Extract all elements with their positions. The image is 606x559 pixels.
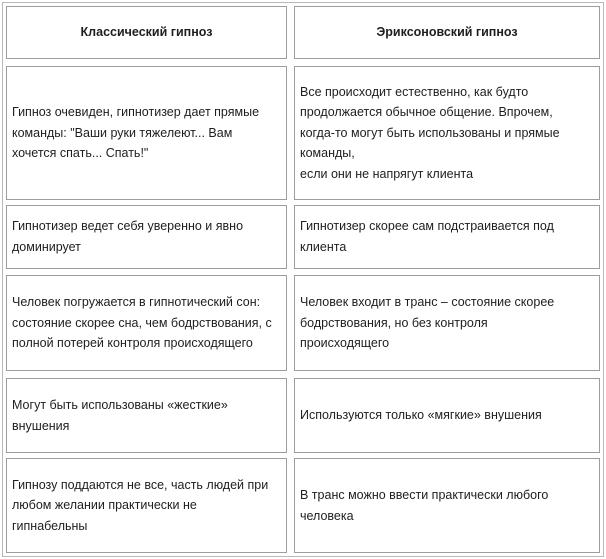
header-classic-hypnosis (6, 6, 287, 59)
table-cell-ericksonian (294, 458, 600, 553)
table-cell-classic (6, 378, 287, 453)
table-cell-ericksonian (294, 275, 600, 371)
cell-text: Гипнозу поддаются не все, часть людей при любом желании практически не гипнабельны (12, 477, 269, 533)
table-cell-classic (6, 66, 287, 200)
table-cell-classic (6, 205, 287, 269)
cell-text: Гипнотизер ведет себя уверенно и явно доминирует (12, 219, 244, 254)
cell-text: Используются только «мягкие» внушения (300, 408, 542, 423)
cell-text: Гипноз очевиден, гипнотизер дает прямые команды: "Ваши руки тяжелеют... Вам хочется спать... Спать!" (12, 105, 260, 161)
header-ericksonian-hypnosis (294, 6, 600, 59)
cell-text: Гипнотизер скорее сам подстраивается под клиента (300, 219, 554, 254)
cell-text: Все происходит естественно, как будто продолжается обычное общение. Впрочем, когда-то могут быть использованы и прямые команды, если они не напрягут клиента (300, 84, 560, 181)
cell-text: Могут быть использованы «жесткие» внушения (12, 397, 228, 433)
header-label: Классический гипноз (80, 25, 213, 40)
table-cell-ericksonian (294, 66, 600, 200)
table-cell-ericksonian (294, 378, 600, 453)
header-label: Эриксоновский гипноз (376, 25, 518, 40)
table-cell-classic (6, 275, 287, 371)
table-cell-classic (6, 458, 287, 553)
cell-text: В транс можно ввести практически любого человека (300, 487, 549, 523)
cell-text: Человек входит в транс – состояние скорее бодрствования, но без контроля происходящего (300, 295, 555, 351)
table-cell-ericksonian (294, 205, 600, 269)
cell-text: Человек погружается в гипнотический сон: состояние скорее сна, чем бодрствования, с полной потерей контроля происходящего (12, 295, 272, 351)
